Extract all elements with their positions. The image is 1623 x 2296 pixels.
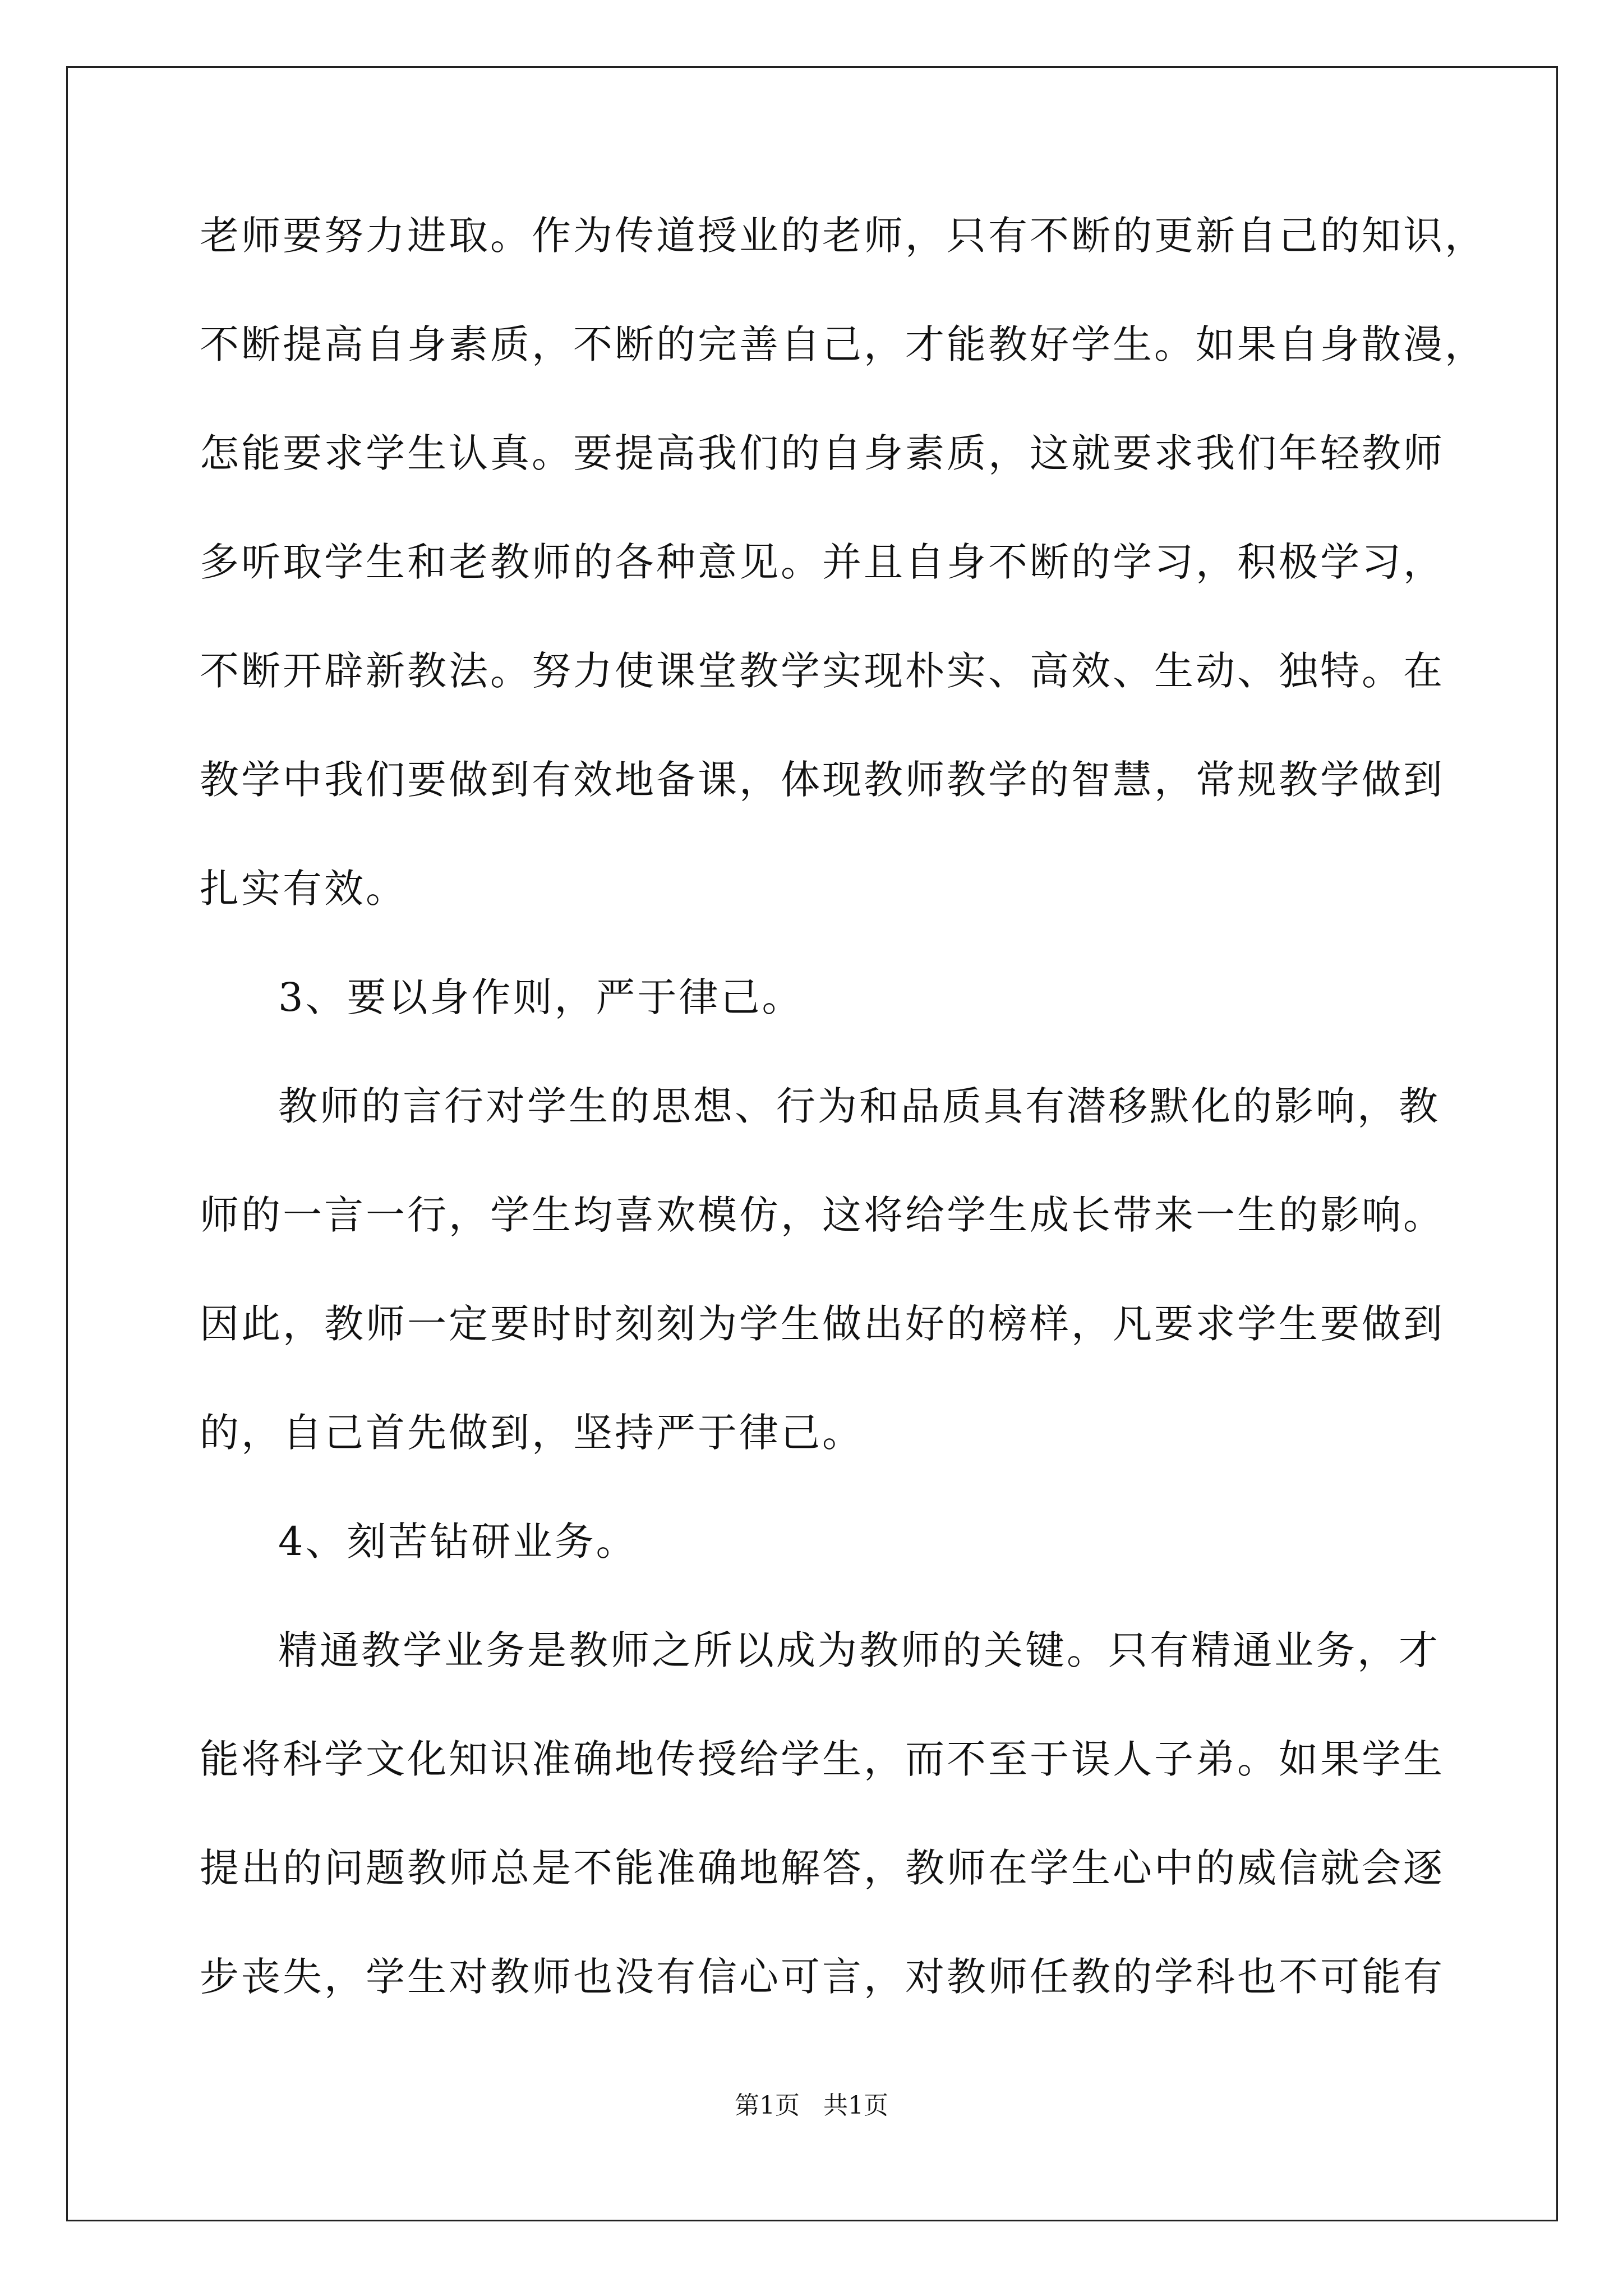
section-heading: 3、要以身作则，严于律己。 bbox=[278, 974, 804, 1020]
text-line: 怎能要求学生认真。要提高我们的自身素质，这就要求我们年轻教师 bbox=[200, 430, 1445, 476]
text-line: 多听取学生和老教师的各种意见。并且自身不断的学习，积极学习， bbox=[200, 539, 1445, 585]
page-footer: 第1页 共1页 bbox=[735, 2091, 888, 2120]
text-line: 能将科学文化知识准确地传授给学生，而不至于误人子弟。如果学生 bbox=[200, 1736, 1445, 1782]
text-line: 师的一言一行，学生均喜欢模仿，这将给学生成长带来一生的影响。 bbox=[200, 1192, 1445, 1238]
text-line: 不断提高自身素质，不断的完善自己，才能教好学生。如果自身散漫， bbox=[200, 321, 1486, 367]
text-line: 因此，教师一定要时时刻刻为学生做出好的榜样，凡要求学生要做到 bbox=[200, 1301, 1445, 1347]
text-line: 提出的问题教师总是不能准确地解答，教师在学生心中的威信就会逐 bbox=[200, 1845, 1445, 1891]
text-line: 老师要努力进取。作为传道授业的老师，只有不断的更新自己的知识， bbox=[200, 213, 1486, 259]
text-line: 的，自己首先做到，坚持严于律己。 bbox=[200, 1410, 864, 1456]
text-line: 不断开辟新教法。努力使课堂教学实现朴实、高效、生动、独特。在 bbox=[200, 648, 1445, 694]
text-line: 步丧失，学生对教师也没有信心可言，对教师任教的学科也不可能有 bbox=[200, 1954, 1445, 2000]
text-line: 扎实有效。 bbox=[200, 866, 407, 912]
text-line: 教学中我们要做到有效地备课，体现教师教学的智慧，常规教学做到 bbox=[200, 757, 1445, 803]
document-body bbox=[200, 208, 1486, 2058]
section-heading: 4、刻苦钻研业务。 bbox=[278, 1519, 638, 1565]
text-line: 教师的言行对学生的思想、行为和品质具有潜移默化的影响，教 bbox=[278, 1083, 1440, 1129]
text-line: 精通教学业务是教师之所以成为教师的关键。只有精通业务，才 bbox=[278, 1627, 1440, 1673]
